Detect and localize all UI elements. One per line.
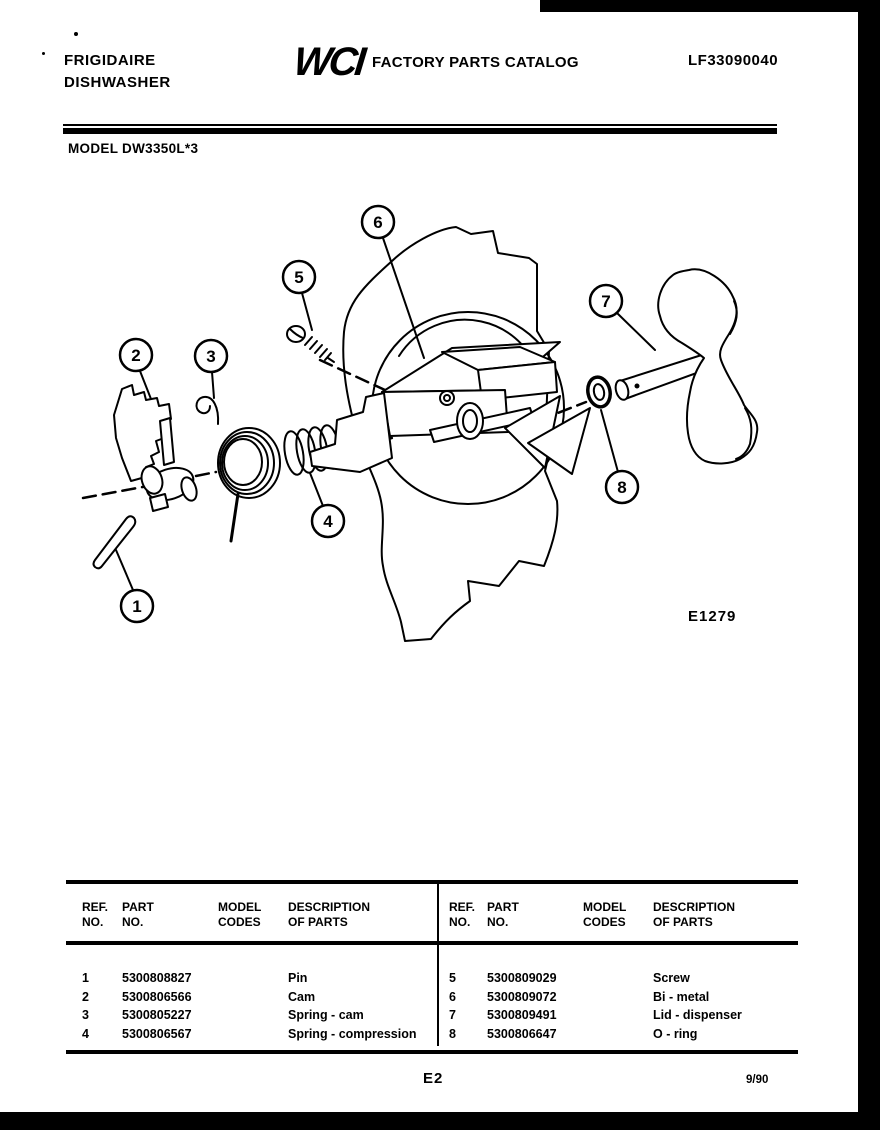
col-model: MODEL CODES <box>218 900 262 929</box>
model-codes <box>583 969 653 988</box>
scan-edge-bottom <box>0 1112 880 1130</box>
table-row <box>439 1025 798 1044</box>
model-codes <box>583 1006 653 1025</box>
callout-6: 6 <box>373 213 383 232</box>
part-no: 5300805227 <box>122 1008 192 1022</box>
parts-table <box>66 880 798 1054</box>
ref-no: 5 <box>449 971 456 985</box>
part-description: Bi - metal <box>653 989 710 1004</box>
header-rule-thin <box>63 124 777 126</box>
table-header <box>439 884 798 945</box>
scan-speck <box>74 32 78 36</box>
model-codes <box>218 1025 288 1044</box>
part-description: O - ring <box>653 1026 698 1041</box>
o-ring-part <box>585 375 613 409</box>
callout-2: 2 <box>131 346 141 365</box>
table-row <box>66 988 437 1007</box>
part-no: 5300806566 <box>122 989 192 1004</box>
scan-edge-top <box>540 0 880 12</box>
callout-4: 4 <box>323 512 333 531</box>
ref-no: 6 <box>449 989 456 1004</box>
col-model: MODEL CODES <box>583 900 627 929</box>
table-row <box>439 1006 798 1025</box>
parts-table-left <box>66 884 437 1046</box>
ref-no: 1 <box>82 971 89 985</box>
appliance-type: DISHWASHER <box>64 74 171 91</box>
model-codes <box>218 988 288 1007</box>
table-row <box>66 1025 437 1044</box>
screw-part <box>287 326 334 362</box>
model-codes <box>583 988 653 1007</box>
wci-logo: WCI <box>291 40 366 84</box>
ref-no: 7 <box>449 1008 456 1022</box>
col-ref: REF. NO. <box>82 900 109 929</box>
part-description: Spring - compression <box>288 1026 417 1041</box>
table-row <box>66 969 437 988</box>
cam-part <box>114 385 199 511</box>
ref-no: 3 <box>82 1008 89 1022</box>
part-description: Spring - cam <box>288 1008 364 1022</box>
header-rule-thick <box>63 128 777 134</box>
table-row <box>66 1006 437 1025</box>
brand-name: FRIGIDAIRE <box>64 52 156 69</box>
part-no: 5300808827 <box>122 971 192 985</box>
bimetal-assembly-part <box>310 227 590 641</box>
part-no: 5300809029 <box>487 971 557 985</box>
part-description: Screw <box>653 971 690 985</box>
callout-1: 1 <box>132 597 142 616</box>
part-description: Pin <box>288 971 308 985</box>
part-no: 5300806647 <box>487 1026 557 1041</box>
col-ref: REF. NO. <box>449 900 476 929</box>
table-header <box>66 884 437 945</box>
col-part: PART NO. <box>487 900 519 929</box>
page-code: E2 <box>423 1070 444 1087</box>
ref-no: 4 <box>82 1026 89 1041</box>
publication-number: LF33090040 <box>688 52 779 69</box>
model-number: MODEL DW3350L*3 <box>68 141 199 156</box>
part-description: Lid - dispenser <box>653 1008 742 1022</box>
callout-8: 8 <box>617 478 627 497</box>
cam-spring-part <box>197 397 280 541</box>
part-no: 5300809491 <box>487 1008 557 1022</box>
callout-7: 7 <box>601 292 611 311</box>
part-no: 5300809072 <box>487 989 557 1004</box>
table-row <box>439 969 798 988</box>
col-description: DESCRIPTION OF PARTS <box>653 900 736 929</box>
pin-part <box>94 516 136 568</box>
ref-no: 8 <box>449 1026 456 1041</box>
scan-speck <box>42 52 45 55</box>
catalog-title: FACTORY PARTS CATALOG <box>372 54 579 71</box>
ref-no: 2 <box>82 989 89 1004</box>
model-codes <box>218 1006 288 1025</box>
part-no: 5300806567 <box>122 1026 192 1041</box>
parts-table-right <box>439 884 798 1046</box>
model-codes <box>218 969 288 988</box>
callout-3: 3 <box>206 347 216 366</box>
dispenser-lid-part <box>614 269 758 463</box>
col-part: PART NO. <box>122 900 154 929</box>
figure-code: E1279 <box>688 608 737 625</box>
table-row <box>439 988 798 1007</box>
col-description: DESCRIPTION OF PARTS <box>288 900 371 929</box>
model-codes <box>583 1025 653 1044</box>
brand-block <box>64 50 171 94</box>
exploded-parts-diagram <box>0 175 880 655</box>
part-description: Cam <box>288 989 316 1004</box>
revision-date: 9/90 <box>746 1074 769 1086</box>
callout-5: 5 <box>294 268 304 287</box>
